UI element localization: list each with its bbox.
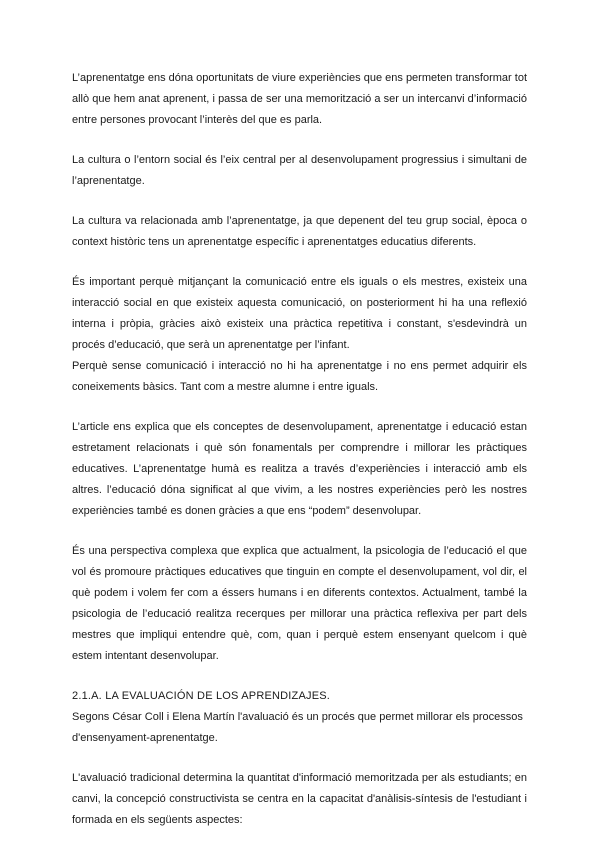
- paragraph-culture-axis: La cultura o l’entorn social és l’eix central per al desenvolupament progressius i simultani de l’aprenentatge.: [72, 154, 527, 187]
- paragraph-evaluation-definition: Segons César Coll i Elena Martín l'avaluació és un procés que permet millorar els processos d'ensenyament-aprenentatge.: [72, 711, 523, 744]
- paragraph-learning-opportunities: L’aprenentatge ens dóna oportunitats de viure experiències que ens permeten transformar tot allò que hem anat aprenent, i passa de ser una memorització a ser un intercanvi d’informació entre persones provocant l’interès del que es parla.: [72, 72, 527, 126]
- paragraph-communication-necessity: Perquè sense comunicació i interacció no hi ha aprenentatge i no ens permet adquirir els coneixements bàsics. Tant com a mestre alumne i entre iguals.: [72, 360, 527, 393]
- paragraph-culture-context: La cultura va relacionada amb l’aprenentatge, ja que depenent del teu grup social, època o context històric tens un aprenentatge específic i aprenentatges educatius diferents.: [72, 215, 527, 248]
- paragraph-article-concepts: L’article ens explica que els conceptes de desenvolupament, aprenentatge i educació estan estretament relacionats i què són fonamentals per comprendre i millorar les pràctiques educatives. L’aprenentatge humà es realitza a través d’experiències i interacció amb els altres. l’educació dóna significat al que vivim, a les nostres experiències però les nostres experiències també es donen gràcies a que ens “podem” desenvolupar.: [72, 421, 527, 517]
- paragraph-complex-perspective: És una perspectiva complexa que explica que actualment, la psicologia de l’educació el que vol és promoure pràctiques educatives que tinguin en compte el desenvolupament, vol dir, el què podem i volem fer com a éssers humans i en diferents contextos. Actualment, també la psicologia de l’educació realitza recerques per millorar una pràctica reflexiva per part dels mestres que impliqui entendre què, com, quan i perquè estem ensenyant quelcom i què estem intentant desenvolupar.: [72, 545, 527, 662]
- document-body: [72, 68, 527, 850]
- section-heading: 2.1.A. LA EVALUACIÓN DE LOS APRENDIZAJES.: [72, 690, 331, 702]
- paragraph-communication-importance: És important perquè mitjançant la comunicació entre els iguals o els mestres, existeix una interacció social en que existeix aquesta comunicació, on posteriorment hi ha una reflexió interna i pròpia, gràcies això existeix una pràctica repetitiva i constant, s'esdevindrà un procés d’educació, que serà un aprenentatge per l’infant.: [72, 276, 527, 351]
- paragraph-traditional-evaluation: L'avaluació tradicional determina la quantitat d'informació memoritzada per als estudiants; en canvi, la concepció constructivista se centra en la capacitat d'anàlisis-síntesis de l'estudiant i formada en els següents aspectes:: [72, 772, 527, 826]
